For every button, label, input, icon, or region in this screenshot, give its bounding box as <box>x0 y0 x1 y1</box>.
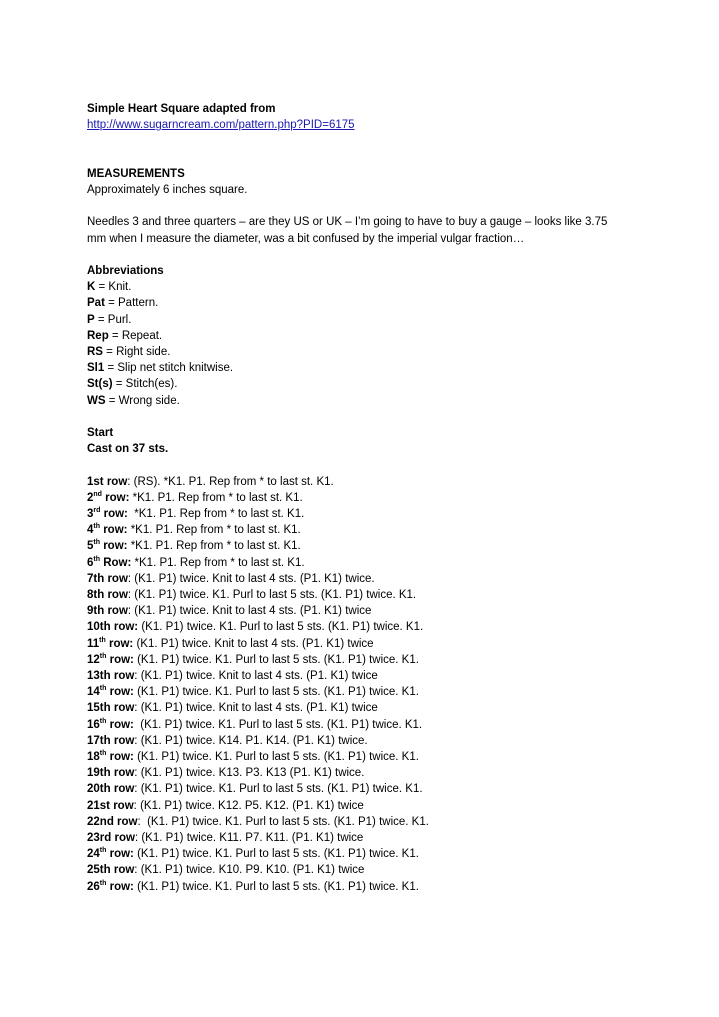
abbreviation-definition: = Repeat. <box>108 329 163 342</box>
row-instruction: (K1. P1) twice. K11. P7. K11. (P1. K1) twice <box>141 832 364 845</box>
row-instruction: (K1. P1) twice. K10. P9. K10. (P1. K1) twice <box>140 864 365 877</box>
row-instruction: (K1. P1) twice. Knit to last 4 sts. (P1. K1) twice <box>140 702 378 715</box>
pattern-row <box>87 846 687 862</box>
row-instruction: (K1. P1) twice. K1. Purl to last 5 sts. (K1. P1) twice. K1. <box>141 621 424 634</box>
document-page <box>87 101 687 895</box>
abbreviation-definition: = Pattern. <box>104 297 159 310</box>
row-instruction: (K1. P1) twice. Knit to last 4 sts. (P1. K1) twice. <box>134 572 375 585</box>
abbreviation-item <box>87 393 687 409</box>
pattern-row <box>87 506 687 522</box>
abbreviation-term: WS <box>87 394 106 407</box>
abbreviation-term: K <box>87 281 96 294</box>
cast-on-line: Cast on 37 sts. <box>87 443 169 456</box>
pattern-row <box>87 652 687 668</box>
row-label: 25th row <box>87 864 135 877</box>
pattern-row: 8th row: (K1. P1) twice. K1. Purl to last 5 sts. (K1. P1) twice. K1. <box>87 589 417 601</box>
abbreviation-definition: = Purl. <box>94 313 132 326</box>
abbreviation-term: P <box>87 313 95 326</box>
row-label: 26th row: <box>87 879 134 893</box>
row-label: 17th row <box>87 734 135 747</box>
pattern-row: 17th row: (K1. P1) twice. K14. P1. K14. (P1. K1) twice. <box>87 734 368 747</box>
abbreviation-term: Rep <box>87 329 109 342</box>
row-instruction: (K1. P1) twice. K1. Purl to last 5 sts. (K1. P1) twice. K1. <box>147 815 429 828</box>
abbreviation-term: St(s) <box>87 378 113 391</box>
pattern-row <box>87 879 687 895</box>
row-label: 3rd row: <box>87 506 128 520</box>
abbreviation-definition: = Knit. <box>95 281 132 294</box>
row-instruction: *K1. P1. Rep from * to last st. K1. <box>134 507 305 520</box>
row-label: 21st row <box>87 799 134 812</box>
row-instruction: (K1. P1) twice. K14. P1. K14. (P1. K1) twice. <box>140 734 368 747</box>
abbreviation-term: RS <box>87 345 103 358</box>
row-label: 4th row: <box>87 523 128 537</box>
row-label: 22nd row <box>87 815 138 828</box>
abbreviations-list <box>87 279 687 409</box>
measurements-heading: MEASUREMENTS <box>87 167 185 180</box>
pattern-row <box>87 619 687 635</box>
row-instruction: (RS). *K1. P1. Rep from * to last st. K1. <box>133 475 334 488</box>
pattern-row: 7th row: (K1. P1) twice. Knit to last 4 sts. (P1. K1) twice. <box>87 572 375 585</box>
row-label: 18th row: <box>87 750 134 764</box>
pattern-row <box>87 684 687 700</box>
row-instruction: (K1. P1) twice. K1. Purl to last 5 sts. (K1. P1) twice. K1. <box>137 653 419 666</box>
abbreviation-term: Pat <box>87 297 105 310</box>
pattern-row: 1st row: (RS). *K1. P1. Rep from * to last st. K1. <box>87 475 334 488</box>
abbreviation-definition: = Slip net stitch knitwise. <box>104 362 234 375</box>
row-instruction: (K1. P1) twice. K1. Purl to last 5 sts. (K1. P1) twice. K1. <box>137 686 419 699</box>
abbreviation-item <box>87 360 687 376</box>
document-title: Simple Heart Square adapted from <box>87 103 276 115</box>
row-label: 2nd row: <box>87 490 130 504</box>
row-instruction: (K1. P1) twice. K1. Purl to last 5 sts. (K1. P1) twice. K1. <box>140 718 423 731</box>
row-label: 10th row: <box>87 621 139 634</box>
abbreviation-definition: = Stitch(es). <box>112 378 178 391</box>
pattern-row: 22nd row: (K1. P1) twice. K1. Purl to last 5 sts. (K1. P1) twice. K1. <box>87 815 429 828</box>
row-instruction: (K1. P1) twice. K13. P3. K13 (P1. K1) twice. <box>140 767 365 780</box>
row-label: 24th row: <box>87 847 134 861</box>
row-label: 5th row: <box>87 539 128 553</box>
row-instruction: (K1. P1) twice. Knit to last 4 sts. (P1. K1) twice <box>136 637 374 650</box>
row-instruction: (K1. P1) twice. K1. Purl to last 5 sts. (K1. P1) twice. K1. <box>137 880 419 893</box>
pattern-row <box>87 555 687 571</box>
abbreviation-item <box>87 279 687 295</box>
pattern-row: 21st row: (K1. P1) twice. K12. P5. K12. (P1. K1) twice <box>87 799 364 812</box>
abbreviation-item <box>87 295 687 311</box>
pattern-rows <box>87 474 687 895</box>
row-label: 15th row <box>87 702 135 715</box>
row-label: 8th row <box>87 589 128 601</box>
row-instruction: *K1. P1. Rep from * to last st. K1. <box>132 491 303 504</box>
abbreviation-item <box>87 344 687 360</box>
row-label: 13th row <box>87 670 135 683</box>
row-instruction: (K1. P1) twice. K1. Purl to last 5 sts. (K1. P1) twice. K1. <box>134 589 417 601</box>
row-label: 23rd row <box>87 832 135 845</box>
source-link[interactable]: http://www.sugarncream.com/pattern.php?PID=6175 <box>87 119 355 132</box>
row-label: 20th row <box>87 783 135 796</box>
row-label: 6th Row: <box>87 555 132 569</box>
row-label: 7th row <box>87 572 128 585</box>
pattern-row <box>87 749 687 765</box>
pattern-row <box>87 636 687 652</box>
abbreviation-term: Sl1 <box>87 362 105 375</box>
abbreviations-heading: Abbreviations <box>87 264 164 277</box>
needles-note-line1: Needles 3 and three quarters – are they US or UK – I’m going to have to buy a gauge – looks like 3.75 <box>87 216 608 229</box>
pattern-row <box>87 490 687 506</box>
abbreviation-definition: = Right side. <box>102 345 171 358</box>
pattern-row <box>87 538 687 554</box>
row-label: 12th row: <box>87 652 134 666</box>
abbreviation-definition: = Wrong side. <box>105 394 180 407</box>
row-instruction: (K1. P1) twice. K1. Purl to last 5 sts. (K1. P1) twice. K1. <box>140 783 423 796</box>
pattern-row <box>87 717 687 733</box>
row-instruction: *K1. P1. Rep from * to last st. K1. <box>134 556 305 569</box>
needles-note-line2: mm when I measure the diameter, was a bit confused by the imperial vulgar fraction… <box>87 232 525 245</box>
abbreviation-item <box>87 328 687 344</box>
pattern-row: 15th row: (K1. P1) twice. Knit to last 4 sts. (P1. K1) twice <box>87 702 378 715</box>
pattern-row <box>87 522 687 538</box>
pattern-row: 9th row: (K1. P1) twice. Knit to last 4 sts. (P1. K1) twice <box>87 605 372 618</box>
row-instruction: (K1. P1) twice. K1. Purl to last 5 sts. (K1. P1) twice. K1. <box>137 751 419 764</box>
row-label: 16th row: <box>87 717 134 731</box>
row-instruction: (K1. P1) twice. K12. P5. K12. (P1. K1) twice <box>140 799 364 812</box>
abbreviation-item <box>87 312 687 328</box>
row-label: 1st row <box>87 475 128 488</box>
row-label: 19th row <box>87 767 135 780</box>
pattern-row: 13th row: (K1. P1) twice. Knit to last 4 sts. (P1. K1) twice <box>87 670 378 683</box>
measurements-text: Approximately 6 inches square. <box>87 183 248 196</box>
pattern-row: 20th row: (K1. P1) twice. K1. Purl to last 5 sts. (K1. P1) twice. K1. <box>87 783 423 796</box>
pattern-row: 19th row: (K1. P1) twice. K13. P3. K13 (P1. K1) twice. <box>87 767 365 780</box>
abbreviation-item <box>87 376 687 392</box>
pattern-row: 25th row: (K1. P1) twice. K10. P9. K10. (P1. K1) twice <box>87 864 365 877</box>
row-instruction: *K1. P1. Rep from * to last st. K1. <box>130 540 301 553</box>
row-label: 14th row: <box>87 685 134 699</box>
row-label: 9th row <box>87 605 128 618</box>
row-instruction: (K1. P1) twice. Knit to last 4 sts. (P1. K1) twice <box>140 670 378 683</box>
row-instruction: (K1. P1) twice. K1. Purl to last 5 sts. (K1. P1) twice. K1. <box>137 848 419 861</box>
row-label: 11th row: <box>87 636 134 650</box>
row-instruction: (K1. P1) twice. Knit to last 4 sts. (P1. K1) twice <box>134 605 372 618</box>
start-heading: Start <box>87 426 114 439</box>
pattern-row: 23rd row: (K1. P1) twice. K11. P7. K11. (P1. K1) twice <box>87 832 364 845</box>
row-instruction: *K1. P1. Rep from * to last st. K1. <box>130 524 301 537</box>
